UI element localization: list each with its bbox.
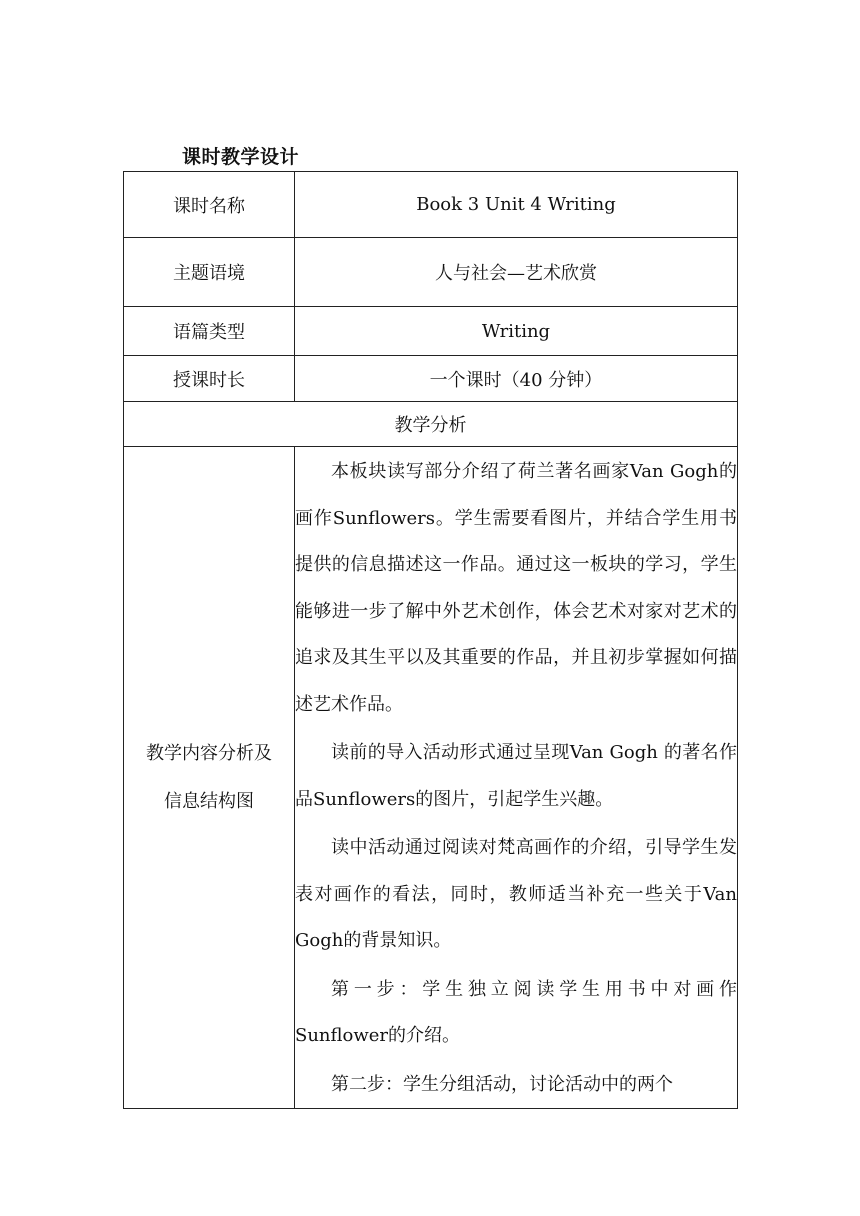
analysis-label	[124, 447, 295, 1109]
analysis-label-line: 信息结构图	[164, 790, 254, 812]
analysis-content	[295, 447, 738, 1109]
analysis-paragraph: 本板块读写部分介绍了荷兰著名画家Van Gogh的画作Sunflowers。学生需要看图片，并结合学生用书提供的信息描述这一作品。通过这一板块的学习，学生能够进一步了解中外艺术创作，体会艺术对家对艺术的追求及其生平以及其重要的作品，并且初步掌握如何描述艺术作品。	[295, 461, 737, 715]
analysis-paragraph: 读中活动通过阅读对梵高画作的介绍，引导学生发表对画作的看法，同时，教师适当补充一些关于Van Gogh的背景知识。	[295, 837, 737, 951]
table-row	[124, 172, 738, 238]
lesson-design-table	[123, 171, 738, 1109]
table-row	[124, 402, 738, 447]
theme-context-value: 人与社会—艺术欣赏	[295, 238, 738, 307]
section-header: 教学分析	[124, 402, 738, 447]
document-title: 课时教学设计	[182, 146, 300, 168]
text-type-label: 语篇类型	[124, 307, 295, 356]
lesson-name-label: 课时名称	[124, 172, 295, 238]
analysis-paragraph: 第二步：学生分组活动，讨论活动中的两个	[331, 1073, 673, 1095]
analysis-label-line: 教学内容分析及	[146, 742, 272, 764]
table-row	[124, 307, 738, 356]
analysis-paragraph: 读前的导入活动形式通过呈现Van Gogh 的著名作品Sunflowers的图片，引起学生兴趣。	[295, 742, 737, 810]
theme-context-label: 主题语境	[124, 238, 295, 307]
analysis-paragraph: 第一步：学生独立阅读学生用书中对画作Sunflower的介绍。	[295, 978, 737, 1046]
duration-value: 一个课时（40 分钟）	[295, 356, 738, 402]
table-row	[124, 447, 738, 1109]
table-row	[124, 356, 738, 402]
text-type-value: Writing	[295, 307, 738, 356]
table-row	[124, 238, 738, 307]
lesson-name-value: Book 3 Unit 4 Writing	[295, 172, 738, 238]
duration-label: 授课时长	[124, 356, 295, 402]
